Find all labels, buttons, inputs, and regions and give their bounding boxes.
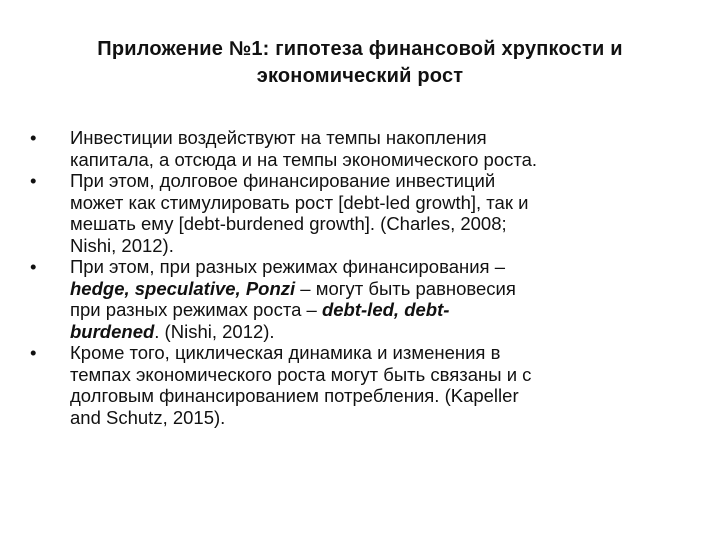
bullet-list (30, 127, 695, 428)
bullet-3-line-3-prefix: при разных режимах роста – (70, 299, 322, 320)
bullet-1-line-1: Инвестиции воздействуют на темпы накопления (70, 127, 487, 148)
bullet-mark: • (30, 127, 37, 148)
bullet-2-line-4: Nishi, 2012). (70, 234, 174, 256)
bullet-3-line-4-rest: . (Nishi, 2012). (154, 320, 275, 342)
bullet-item-3 (30, 256, 695, 342)
bullet-item-4 (30, 342, 695, 428)
bullet-mark: • (30, 256, 37, 277)
bullet-4-line-1: Кроме того, циклическая динамика и изменения в (70, 342, 501, 363)
bullet-item-1 (30, 127, 695, 170)
financing-regimes-emphasis: hedge, speculative, Ponzi (70, 277, 296, 299)
bullet-2-line-2: может как стимулировать рост [debt-led growth], так и (70, 191, 529, 213)
burdened-emphasis: burdened (70, 320, 155, 342)
bullet-3-line-4 (70, 321, 695, 343)
bullet-3-line-2-rest: – могут быть равновесия (295, 277, 516, 299)
bullet-1-line-2: капитала, а отсюда и на темпы экономического роста. (70, 148, 538, 170)
bullet-4-line-3: долговым финансированием потребления. (Kapeller (70, 385, 519, 406)
bullet-3-line-3 (70, 299, 695, 321)
title-line-2: экономический рост (256, 65, 464, 87)
bullet-item-2 (30, 170, 695, 256)
bullet-2-line-1: При этом, долговое финансирование инвестиций (70, 170, 496, 191)
title-line-1: Приложение №1: гипотеза финансовой хрупкости и (97, 38, 623, 60)
bullet-3-line-2 (70, 278, 695, 300)
bullet-2-line-3: мешать ему [debt-burdened growth]. (Charles, 2008; (70, 213, 507, 234)
bullet-3-line-1: При этом, при разных режимах финансирования – (70, 256, 506, 277)
bullet-mark: • (30, 170, 37, 191)
bullet-4-line-4: and Schutz, 2015). (70, 406, 226, 428)
bullet-mark: • (30, 342, 37, 363)
growth-regimes-emphasis: debt-led, debt- (321, 299, 450, 320)
bullet-4-line-2: темпах экономического роста могут быть связаны и с (70, 363, 532, 385)
slide-title (40, 36, 680, 90)
